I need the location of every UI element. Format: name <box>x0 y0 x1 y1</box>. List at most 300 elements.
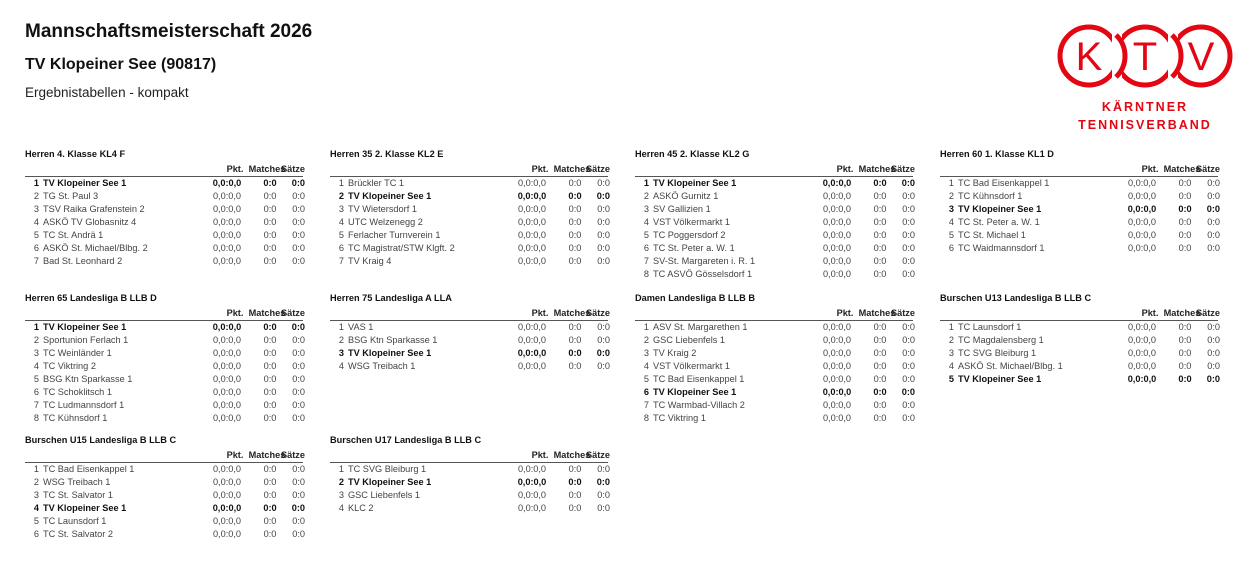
table-row <box>330 203 608 216</box>
points: 0,0:0,0 <box>822 322 852 332</box>
col-pkt: Pkt. <box>836 308 854 318</box>
table-row <box>330 489 608 502</box>
points: 0,0:0,0 <box>1127 374 1157 384</box>
standings-table <box>635 148 913 281</box>
rank: 1 <box>948 322 954 332</box>
table-row <box>330 334 608 347</box>
rank: 3 <box>33 490 39 500</box>
col-pkt: Pkt. <box>531 308 549 318</box>
team-name: TC St. Peter a. W. 1 <box>653 243 735 253</box>
points: 0,0:0,0 <box>212 204 242 214</box>
rank: 5 <box>338 230 344 240</box>
matches: 0:0 <box>1178 322 1192 332</box>
points: 0,0:0,0 <box>517 230 547 240</box>
sets: 0:0 <box>1207 322 1220 332</box>
rank: 6 <box>338 243 344 253</box>
table-row <box>25 334 303 347</box>
matches: 0:0 <box>263 217 277 227</box>
team-name: Ferlacher Turnverein 1 <box>348 230 441 240</box>
rank: 6 <box>33 243 39 253</box>
col-matches: Matches <box>553 164 591 174</box>
matches: 0:0 <box>1178 204 1192 214</box>
sets: 0:0 <box>902 374 915 384</box>
sets: 0:0 <box>902 230 915 240</box>
points: 0,0:0,0 <box>212 243 242 253</box>
table-row <box>25 463 303 476</box>
logo-letter-v: V <box>1187 35 1215 79</box>
sets: 0:0 <box>597 230 610 240</box>
points: 0,0:0,0 <box>1127 322 1157 332</box>
sets: 0:0 <box>902 348 915 358</box>
rank: 1 <box>948 178 954 188</box>
table-title: Burschen U15 Landesliga B LLB C <box>25 435 177 445</box>
team-name: VAS 1 <box>348 322 374 332</box>
team-name: TC St. Andrä 1 <box>43 230 104 240</box>
table-header <box>940 307 1218 321</box>
table-row <box>25 229 303 242</box>
rank: 8 <box>33 413 39 423</box>
table-row <box>940 177 1218 190</box>
col-saetze: Sätze <box>890 308 915 318</box>
matches: 0:0 <box>1178 191 1192 201</box>
sets: 0:0 <box>1207 361 1220 371</box>
matches: 0:0 <box>1178 335 1192 345</box>
team-name: TC Bad Eisenkappel 1 <box>958 178 1050 188</box>
table-row <box>635 399 913 412</box>
points: 0,0:0,0 <box>212 361 242 371</box>
team-name: TC St. Salvator 1 <box>43 490 113 500</box>
table-row <box>25 502 303 515</box>
team-name: TC Bad Eisenkappel 1 <box>43 464 135 474</box>
matches: 0:0 <box>873 269 887 279</box>
sets: 0:0 <box>292 230 305 240</box>
points: 0,0:0,0 <box>212 178 242 188</box>
rank: 1 <box>643 322 649 332</box>
matches: 0:0 <box>873 322 887 332</box>
table-header <box>940 163 1218 177</box>
table-row <box>25 373 303 386</box>
team-name: TSV Raika Grafenstein 2 <box>43 204 145 214</box>
table-header <box>330 449 608 463</box>
points: 0,0:0,0 <box>1127 230 1157 240</box>
matches: 0:0 <box>263 413 277 423</box>
col-pkt: Pkt. <box>836 164 854 174</box>
team-name: GSC Liebenfels 1 <box>653 335 726 345</box>
sets: 0:0 <box>597 256 610 266</box>
team-name: VST Völkermarkt 1 <box>653 361 730 371</box>
rank: 3 <box>643 348 649 358</box>
sets: 0:0 <box>902 322 915 332</box>
table-row <box>330 255 608 268</box>
rank: 4 <box>338 361 344 371</box>
points: 0,0:0,0 <box>822 361 852 371</box>
matches: 0:0 <box>873 400 887 410</box>
points: 0,0:0,0 <box>212 217 242 227</box>
team-name: TV Kraig 2 <box>653 348 697 358</box>
team-name: TC Ludmannsdorf 1 <box>43 400 125 410</box>
points: 0,0:0,0 <box>212 191 242 201</box>
matches: 0:0 <box>568 361 582 371</box>
table-row <box>635 216 913 229</box>
rank: 2 <box>33 191 39 201</box>
col-saetze: Sätze <box>585 308 610 318</box>
team-name: TC St. Michael 1 <box>958 230 1026 240</box>
rank: 1 <box>338 178 344 188</box>
sets: 0:0 <box>902 361 915 371</box>
table-row <box>25 489 303 502</box>
sets: 0:0 <box>1207 230 1220 240</box>
table-title: Herren 75 Landesliga A LLA <box>330 293 452 303</box>
col-matches: Matches <box>248 308 286 318</box>
points: 0,0:0,0 <box>517 361 547 371</box>
table-row <box>635 190 913 203</box>
table-row <box>940 373 1218 386</box>
sets: 0:0 <box>292 400 305 410</box>
points: 0,0:0,0 <box>822 204 852 214</box>
matches: 0:0 <box>1178 178 1192 188</box>
table-row <box>635 347 913 360</box>
points: 0,0:0,0 <box>822 400 852 410</box>
table-row <box>25 360 303 373</box>
col-matches: Matches <box>553 450 591 460</box>
points: 0,0:0,0 <box>822 191 852 201</box>
rank: 2 <box>33 477 39 487</box>
matches: 0:0 <box>263 256 277 266</box>
rank: 1 <box>338 464 344 474</box>
team-name: TC SVG Bleiburg 1 <box>958 348 1037 358</box>
team-name: TC Launsdorf 1 <box>958 322 1022 332</box>
points: 0,0:0,0 <box>212 387 242 397</box>
sets: 0:0 <box>292 204 305 214</box>
table-row <box>940 347 1218 360</box>
team-name: TC Magdalensberg 1 <box>958 335 1044 345</box>
team-name: TV Klopeiner See 1 <box>653 387 737 397</box>
table-row <box>330 242 608 255</box>
sets: 0:0 <box>597 490 610 500</box>
table-row <box>940 203 1218 216</box>
ktv-logo <box>1055 20 1235 135</box>
matches: 0:0 <box>263 374 277 384</box>
table-row <box>330 177 608 190</box>
matches: 0:0 <box>263 230 277 240</box>
points: 0,0:0,0 <box>822 335 852 345</box>
points: 0,0:0,0 <box>1127 178 1157 188</box>
table-row <box>25 515 303 528</box>
table-title: Herren 65 Landesliga B LLB D <box>25 293 157 303</box>
points: 0,0:0,0 <box>212 335 242 345</box>
matches: 0:0 <box>263 348 277 358</box>
matches: 0:0 <box>1178 217 1192 227</box>
table-row <box>940 190 1218 203</box>
col-saetze: Sätze <box>280 164 305 174</box>
points: 0,0:0,0 <box>1127 204 1157 214</box>
points: 0,0:0,0 <box>212 400 242 410</box>
rank: 2 <box>643 335 649 345</box>
points: 0,0:0,0 <box>517 256 547 266</box>
matches: 0:0 <box>873 230 887 240</box>
rank: 8 <box>643 413 649 423</box>
sets: 0:0 <box>292 529 305 539</box>
rank: 4 <box>338 503 344 513</box>
points: 0,0:0,0 <box>212 322 242 332</box>
matches: 0:0 <box>263 516 277 526</box>
sets: 0:0 <box>291 322 305 332</box>
standings-table <box>330 148 608 268</box>
sets: 0:0 <box>597 503 610 513</box>
standings-table <box>330 434 608 515</box>
team-name: ASKÖ TV Globasnitz 4 <box>43 217 137 227</box>
col-pkt: Pkt. <box>1141 308 1159 318</box>
matches: 0:0 <box>263 503 277 513</box>
sets: 0:0 <box>902 191 915 201</box>
rank: 6 <box>643 387 649 397</box>
table-title: Burschen U17 Landesliga B LLB C <box>330 435 482 445</box>
club-title: TV Klopeiner See (90817) <box>25 56 217 73</box>
sets: 0:0 <box>597 178 610 188</box>
team-name: TC Waidmannsdorf 1 <box>958 243 1045 253</box>
matches: 0:0 <box>1178 230 1192 240</box>
table-row <box>330 229 608 242</box>
table-title: Damen Landesliga B LLB B <box>635 293 755 303</box>
matches: 0:0 <box>263 191 277 201</box>
sets: 0:0 <box>597 243 610 253</box>
sets: 0:0 <box>292 374 305 384</box>
table-row <box>330 216 608 229</box>
points: 0,0:0,0 <box>517 322 547 332</box>
col-saetze: Sätze <box>585 164 610 174</box>
table-row <box>330 347 608 360</box>
col-saetze: Sätze <box>890 164 915 174</box>
table-row <box>25 399 303 412</box>
team-name: SV Gallizien 1 <box>653 204 711 214</box>
rank: 2 <box>338 477 344 487</box>
sets: 0:0 <box>292 217 305 227</box>
rank: 6 <box>643 243 649 253</box>
matches: 0:0 <box>263 322 277 332</box>
rank: 7 <box>338 256 344 266</box>
sets: 0:0 <box>1206 374 1220 384</box>
table-row <box>25 177 303 190</box>
matches: 0:0 <box>568 464 582 474</box>
matches: 0:0 <box>873 348 887 358</box>
sets: 0:0 <box>292 348 305 358</box>
col-matches: Matches <box>858 164 896 174</box>
col-matches: Matches <box>553 308 591 318</box>
matches: 0:0 <box>1178 361 1192 371</box>
team-name: VST Völkermarkt 1 <box>653 217 730 227</box>
team-name: TC Bad Eisenkappel 1 <box>653 374 745 384</box>
rank: 5 <box>33 374 39 384</box>
table-row <box>635 203 913 216</box>
points: 0,0:0,0 <box>212 503 242 513</box>
matches: 0:0 <box>1178 243 1192 253</box>
matches: 0:0 <box>568 191 582 201</box>
rank: 4 <box>643 217 649 227</box>
sets: 0:0 <box>292 335 305 345</box>
team-name: ASV St. Margarethen 1 <box>653 322 748 332</box>
team-name: TC Kühnsdorf 1 <box>958 191 1023 201</box>
sets: 0:0 <box>292 243 305 253</box>
table-row <box>330 502 608 515</box>
rank: 3 <box>948 348 954 358</box>
matches: 0:0 <box>568 490 582 500</box>
points: 0,0:0,0 <box>212 256 242 266</box>
sets: 0:0 <box>1207 178 1220 188</box>
rank: 6 <box>33 529 39 539</box>
table-row <box>940 334 1218 347</box>
points: 0,0:0,0 <box>517 503 547 513</box>
matches: 0:0 <box>568 217 582 227</box>
sets: 0:0 <box>291 503 305 513</box>
page-title: Mannschaftsmeisterschaft 2026 <box>25 21 313 42</box>
rank: 7 <box>33 256 39 266</box>
points: 0,0:0,0 <box>822 256 852 266</box>
table-row <box>25 242 303 255</box>
points: 0,0:0,0 <box>822 413 852 423</box>
col-matches: Matches <box>858 308 896 318</box>
col-saetze: Sätze <box>1195 164 1220 174</box>
rank: 3 <box>643 204 649 214</box>
team-name: TV Klopeiner See 1 <box>958 374 1042 384</box>
matches: 0:0 <box>568 477 582 487</box>
table-row <box>635 242 913 255</box>
team-name: Bad St. Leonhard 2 <box>43 256 123 266</box>
standings-table <box>330 292 608 373</box>
points: 0,0:0,0 <box>822 243 852 253</box>
matches: 0:0 <box>263 387 277 397</box>
matches: 0:0 <box>568 204 582 214</box>
rank: 7 <box>643 256 649 266</box>
sets: 0:0 <box>597 464 610 474</box>
table-row <box>25 412 303 425</box>
rank: 8 <box>643 269 649 279</box>
team-name: TC Warmbad-Villach 2 <box>653 400 745 410</box>
points: 0,0:0,0 <box>212 413 242 423</box>
team-name: ASKÖ St. Michael/Blbg. 1 <box>958 361 1063 371</box>
sets: 0:0 <box>291 178 305 188</box>
table-row <box>635 386 913 399</box>
rank: 1 <box>33 464 39 474</box>
table-row <box>25 216 303 229</box>
sets: 0:0 <box>292 477 305 487</box>
sets: 0:0 <box>1207 243 1220 253</box>
points: 0,0:0,0 <box>212 230 242 240</box>
team-name: GSC Liebenfels 1 <box>348 490 421 500</box>
points: 0,0:0,0 <box>1127 335 1157 345</box>
table-header <box>635 307 913 321</box>
rank: 5 <box>948 374 954 384</box>
table-title: Burschen U13 Landesliga B LLB C <box>940 293 1092 303</box>
table-row <box>25 386 303 399</box>
sets: 0:0 <box>902 400 915 410</box>
rank: 4 <box>33 217 39 227</box>
points: 0,0:0,0 <box>517 243 547 253</box>
team-name: TC Kühnsdorf 1 <box>43 413 108 423</box>
sets: 0:0 <box>902 256 915 266</box>
matches: 0:0 <box>568 348 582 358</box>
rank: 3 <box>338 348 344 358</box>
rank: 5 <box>33 230 39 240</box>
team-name: TC Poggersdorf 2 <box>653 230 726 240</box>
matches: 0:0 <box>568 335 582 345</box>
points: 0,0:0,0 <box>517 464 547 474</box>
matches: 0:0 <box>568 256 582 266</box>
table-row <box>330 463 608 476</box>
team-name: TC St. Peter a. W. 1 <box>958 217 1040 227</box>
sets: 0:0 <box>597 361 610 371</box>
table-row <box>635 334 913 347</box>
points: 0,0:0,0 <box>1127 361 1157 371</box>
rank: 4 <box>948 217 954 227</box>
col-saetze: Sätze <box>280 450 305 460</box>
col-pkt: Pkt. <box>531 164 549 174</box>
rank: 5 <box>643 230 649 240</box>
points: 0,0:0,0 <box>822 269 852 279</box>
logo-line-1: KÄRNTNER <box>1101 100 1189 114</box>
matches: 0:0 <box>873 217 887 227</box>
table-row <box>330 190 608 203</box>
team-name: TC Launsdorf 1 <box>43 516 107 526</box>
rank: 5 <box>33 516 39 526</box>
sets: 0:0 <box>292 490 305 500</box>
team-name: TC Viktring 2 <box>43 361 96 371</box>
matches: 0:0 <box>873 204 887 214</box>
team-name: ASKÖ St. Michael/Blbg. 2 <box>43 243 148 253</box>
sets: 0:0 <box>902 243 915 253</box>
rank: 2 <box>948 335 954 345</box>
table-title: Herren 60 1. Klasse KL1 D <box>940 149 1054 159</box>
points: 0,0:0,0 <box>212 477 242 487</box>
sets: 0:0 <box>1207 335 1220 345</box>
table-header <box>330 307 608 321</box>
points: 0,0:0,0 <box>212 464 242 474</box>
team-name: TV Klopeiner See 1 <box>348 191 432 201</box>
sets: 0:0 <box>292 464 305 474</box>
team-name: TC St. Salvator 2 <box>43 529 113 539</box>
matches: 0:0 <box>568 243 582 253</box>
standings-table <box>25 292 303 425</box>
page-caption: Ergebnistabellen - kompakt <box>25 85 189 100</box>
table-row <box>25 476 303 489</box>
matches: 0:0 <box>568 230 582 240</box>
table-row <box>940 360 1218 373</box>
points: 0,0:0,0 <box>212 516 242 526</box>
table-title: Herren 45 2. Klasse KL2 G <box>635 149 750 159</box>
sets: 0:0 <box>292 361 305 371</box>
table-row <box>940 242 1218 255</box>
rank: 6 <box>948 243 954 253</box>
sets: 0:0 <box>901 178 915 188</box>
matches: 0:0 <box>263 335 277 345</box>
team-name: TC Weinländer 1 <box>43 348 112 358</box>
table-row <box>940 229 1218 242</box>
points: 0,0:0,0 <box>822 230 852 240</box>
sets: 0:0 <box>596 348 610 358</box>
team-name: TC ASVÖ Gösselsdorf 1 <box>653 269 753 279</box>
logo-letter-t: T <box>1132 35 1158 79</box>
table-row <box>25 255 303 268</box>
table-row <box>940 216 1218 229</box>
points: 0,0:0,0 <box>1127 243 1157 253</box>
rank: 1 <box>33 178 39 188</box>
table-row <box>635 412 913 425</box>
rank: 2 <box>338 335 344 345</box>
sets: 0:0 <box>902 204 915 214</box>
sets: 0:0 <box>1207 348 1220 358</box>
table-title: Herren 35 2. Klasse KL2 E <box>330 149 444 159</box>
logo-letter-k: K <box>1075 35 1103 79</box>
sets: 0:0 <box>596 191 610 201</box>
